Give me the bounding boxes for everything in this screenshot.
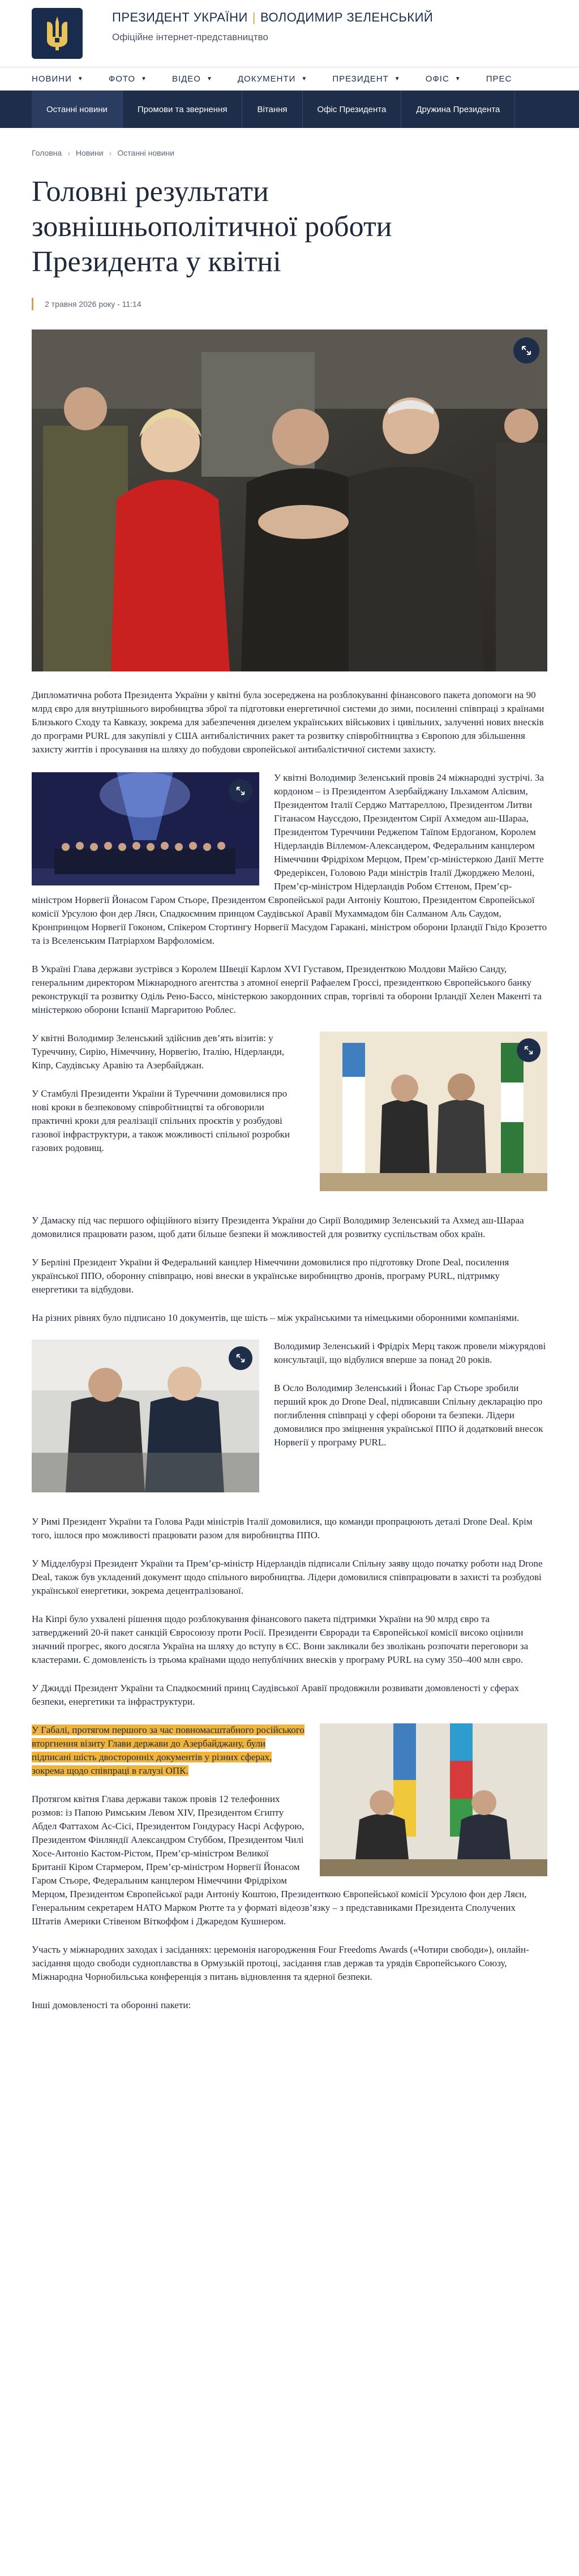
- expand-icon[interactable]: [229, 1346, 252, 1370]
- page-title: Головні результати зовнішньополітичної роботи Президента у квітні: [32, 176, 392, 278]
- damascus-photo[interactable]: [320, 1032, 547, 1191]
- article-paragraph: У Стамбулі Президенти України й Туреччини домовилися про нові кроки в безпековому співробітництві та обговорили практичні кроки для реалізації спільних проєктів у розбудові газової інфраструктури, а також можливості спільної розробки газових родовищ.: [32, 1088, 290, 1153]
- article-paragraph: У Римі Президент України та Голова Ради міністрів Італії домовилися, що команди пропрацюють деталі Drone Deal. Крім того, ішлося про можливості працювати разом для виробництва ППО.: [32, 1516, 533, 1541]
- article-paragraph: У Берліні Президент України й Федеральний канцлер Німеччини домовилися про підготовку Drone Deal, посилення української ППО, оборонну співпрацю, нові внески в українське виробництво дронів, програму PURL, підтримку енергетики та відбудови.: [32, 1257, 509, 1295]
- article-paragraph: На різних рівнях було підписано 10 документів, ще шість – між українськими та німецькими оборонними компаніями.: [32, 1312, 520, 1323]
- subnav-greetings[interactable]: Вітання: [242, 91, 302, 128]
- gabala-photo[interactable]: [320, 1723, 547, 1876]
- damascus-photo-image: [320, 1032, 547, 1191]
- article-paragraph: В Україні Глава держави зустрівся з Королем Швеції Карлом XVI Густавом, Президенткою Молдови Майєю Санду, генеральним директором Міжнародного агентства з атомної енергії Рафаелем Гроссі, президенткою Європейського банку реконструкції та розвитку Оділь Рено-Бассо, міністеркою закордонних справ, торгівлі та оборони Ірландії Хелен Макенті та міністеркою оборони Іспанії Маргаритою Роблес.: [32, 964, 542, 1015]
- article-paragraph: У Мідделбурзі Президент України та Прем’єр-міністр Нідерландів підписали Спільну заяву щодо початку роботи над Drone Deal, також був укладений документ щодо спільного виробництва. Лідери домовилися співпрацювати в захисті та розбудові української енергетики, зокрема децентралізованої.: [32, 1558, 543, 1596]
- title-separator: |: [252, 10, 256, 24]
- chevron-down-icon: ▼: [394, 75, 401, 82]
- article-paragraph: Протягом квітня Глава держави також провів 12 телефонних розмов: із Папою Римським Левом XIV, Президентом Єгипту Абдел Фаттахом Ас-Сісі, Президентом Гондурасу Насрі Асфурою, Президентом Фінляндії Александром Стуббом, Президентом Чилі Хосе-Антоніо Кастом-Рістом, Прем’єр-міністром Великої Британії Кіром Стармером, Прем’єр-міністром Норвегії Йонасом Гаром Стьоре, Федеральним канцлером Німеччини Фрідріхом Мерцом, Президентом Європейської ради Антоніу Коштою, Президенткою Європейської комісії Урсулою фон дер Ляєн, Генеральним секретарем НАТО Марком Рютте та у форматі відеозв’язку – з представниками Президента Сполучених Штатів Америки Стівеном Віткоффом і Джаредом Кушнером.: [32, 1794, 527, 1927]
- chevron-down-icon: ▼: [77, 75, 84, 82]
- subnav-first-lady[interactable]: Дружина Президента: [401, 91, 515, 128]
- nav-item-news[interactable]: [32, 74, 84, 84]
- article-paragraph: У Джидді Президент України та Спадкоємний принц Саудівської Аравії продовжили розвивати домовленості у сферах безпеки, енергетики та інфраструктури.: [32, 1683, 519, 1707]
- nav-item-press[interactable]: [486, 74, 512, 84]
- berlin-photo-image: [32, 1340, 259, 1492]
- highlight-text: У Габалі, протягом першого за час повномасштабного російського вторгнення візиту Глави держави до Азербайджану, були підписані шість двосторонніх документів у різних сферах, зокрема щодо співпраці в галузі ОПК.: [32, 1725, 304, 1776]
- chevron-down-icon: ▼: [206, 75, 213, 82]
- article-paragraph: Інші домовленості та оборонні пакети:: [32, 2000, 191, 2010]
- nav-item-label: ВІДЕО: [171, 74, 201, 84]
- breadcrumb-news[interactable]: Новини: [75, 148, 104, 157]
- article-paragraph: У квітні Володимир Зеленський провів 24 міжнародні зустрічі. За кордоном – із Президентом Азербайджану Ільхамом Алієвим, Президентом Італії Серджо Маттареллою, Президентом Литви Гітанасом Наусєдою, Президентом Сирії Ахмедом аш-Шараа, Президентом Туреччини Реджепом Таїпом Ердоганом, Королем Нідерландів Віллемом-Александером, Федеральним канцлером Німеччини Фрідріхом Мерцом, Прем’єр-міністеркою Данії Метте Фредеріксен, Головою Ради міністрів Італії Джорджею Мелоні, Прем’єр-міністром Нідерландів Робом Єттеном, Прем’єр-міністром Норвегії Йонасом Гаром Стьоре, Президентом Європейської ради Антоніу Коштою, Президентом Європейської комісії Урсулою фон дер Ляєн, Спадкоємним принцом Саудівської Аравії Мухаммадом бін Салманом Аль Саудом, Кронпринцом Норвегії Гоконом, Спікером Стортингу Норвегії Масудом Гаракані, міністром оборони Ірландії Гвідо Крозетто та із Вселенським Патріархом Варфоломієм.: [32, 772, 547, 946]
- expand-icon[interactable]: [229, 779, 252, 803]
- trident-logo-icon[interactable]: [32, 8, 83, 59]
- berlin-photo[interactable]: [32, 1340, 259, 1492]
- chevron-down-icon: ▼: [454, 75, 461, 82]
- article-paragraph: На Кіпрі було ухвалені рішення щодо розблокування фінансового пакета підтримки України на 90 млрд євро та затверджений 20-й пакет санкцій Євросоюзу проти Росії. Президенти Євроради та Європейської комісії високо оцінили значний прогрес, якого досягла Україна на шляху до вступу в ЄС. Вони закликали без зволікань розпочати переговори за кластерами. Є домовленість із трьома країнами щодо непублічних внесків у програму PURL на суму 350–400 млн євро.: [32, 1614, 529, 1665]
- article-content: [0, 128, 579, 2012]
- nav-item-label: НОВИНИ: [32, 74, 72, 84]
- subnav-office[interactable]: Офіс Президента: [303, 91, 402, 128]
- breadcrumb-home[interactable]: Головна: [32, 148, 62, 157]
- article-date: 2 травня 2026 року - 11:14: [32, 298, 547, 310]
- breadcrumb-separator: ›: [109, 148, 112, 157]
- nav-item-office[interactable]: [426, 74, 461, 84]
- breadcrumb: [32, 128, 547, 157]
- nav-item-video[interactable]: [172, 74, 213, 84]
- title-right: ВОЛОДИМИР ЗЕЛЕНСЬКИЙ: [260, 10, 434, 24]
- article-paragraph: Участь у міжнародних заходах і засіданнях: церемонія нагородження Four Freedoms Awards («Чотири свободи»), онлайн-засідання щодо свободи судноплавства в Ормузькій протоці, засідання глав держав та урядів Європейського Союзу, Міжнародна Чорнобильська конференція з питань відновлення та ядерної безпеки.: [32, 1944, 529, 1982]
- summit-photo[interactable]: [32, 772, 259, 885]
- site-subtitle: Офіційне інтернет-представництво: [112, 32, 268, 42]
- nav-item-label: ПРЕС: [486, 74, 512, 84]
- main-nav: [0, 67, 579, 91]
- site-brand: [112, 10, 433, 43]
- expand-icon[interactable]: [517, 1038, 541, 1062]
- hero-photo-image: [32, 330, 547, 671]
- nav-item-photo[interactable]: [109, 74, 147, 84]
- chevron-down-icon: ▼: [141, 75, 147, 82]
- article-paragraph: Володимир Зеленський і Фрідріх Мерц також провели міжурядові консультації, що відбулися вперше за понад 20 років.: [274, 1341, 546, 1365]
- site-title[interactable]: [112, 10, 433, 25]
- expand-icon[interactable]: [513, 337, 539, 363]
- article-paragraph: У Дамаску під час першого офіційного візиту Президента України до Сирії Володимир Зеленський та Ахмед аш-Шараа домовилися працювати разом, щоб дати більше безпеки й можливостей для розвитку суспільствам обох країн.: [32, 1215, 524, 1239]
- subnav-latest-news[interactable]: Останні новини: [32, 91, 123, 128]
- article-paragraph: В Осло Володимир Зеленський і Йонас Гар Стьоре зробили перший крок до Drone Deal, підписавши Спільну декларацію про поглиблення співпраці у сфері оборони та безпеки. Лідери домовилися про зміцнення української ППО й додатковий внесок Норвегії у програму PURL.: [274, 1383, 543, 1448]
- nav-item-label: ДОКУМЕНТИ: [237, 74, 296, 84]
- chevron-down-icon: ▼: [301, 75, 308, 82]
- breadcrumb-latest[interactable]: Останні новини: [117, 148, 174, 157]
- subnav-speeches[interactable]: Промови та звернення: [123, 91, 243, 128]
- title-left: ПРЕЗИДЕНТ УКРАЇНИ: [112, 10, 248, 24]
- site-header: [0, 0, 579, 67]
- nav-item-president[interactable]: [332, 74, 400, 84]
- nav-item-documents[interactable]: [238, 74, 307, 84]
- gabala-photo-image: [320, 1723, 547, 1876]
- nav-item-label: ПРЕЗИДЕНТ: [332, 74, 389, 84]
- nav-item-label: ФОТО: [108, 74, 136, 84]
- hero-photo[interactable]: [32, 330, 547, 671]
- article-paragraph: У квітні Володимир Зеленський здійснив дев’ять візитів: у Туреччину, Сирію, Німеччину, Норвегію, Італію, Нідерланди, Кіпр, Саудівську Аравію та Азербайджан.: [32, 1033, 285, 1071]
- nav-item-label: ОФІС: [425, 74, 449, 84]
- sub-nav: [0, 91, 579, 128]
- summit-photo-image: [32, 772, 259, 885]
- article-paragraph: Дипломатична робота Президента України у квітні була зосереджена на розблокуванні фінансового пакета допомоги на 90 млрд євро для внутрішнього виробництва зброї та підготовки енергетичної системи до зими, посиленні співпраці з країнами Близького Сходу та Кавказу, зокрема для забезпечення дизелем українських військових і цивільних, залученні нових внесків до програми PURL для закупівлі у США антибалістичних ракет та розвитку співробітництва з Європою для збільшення захисту життів і просування на шляху до побудови європейської антибалістичної системи захисту.: [32, 690, 544, 755]
- breadcrumb-separator: ›: [67, 148, 70, 157]
